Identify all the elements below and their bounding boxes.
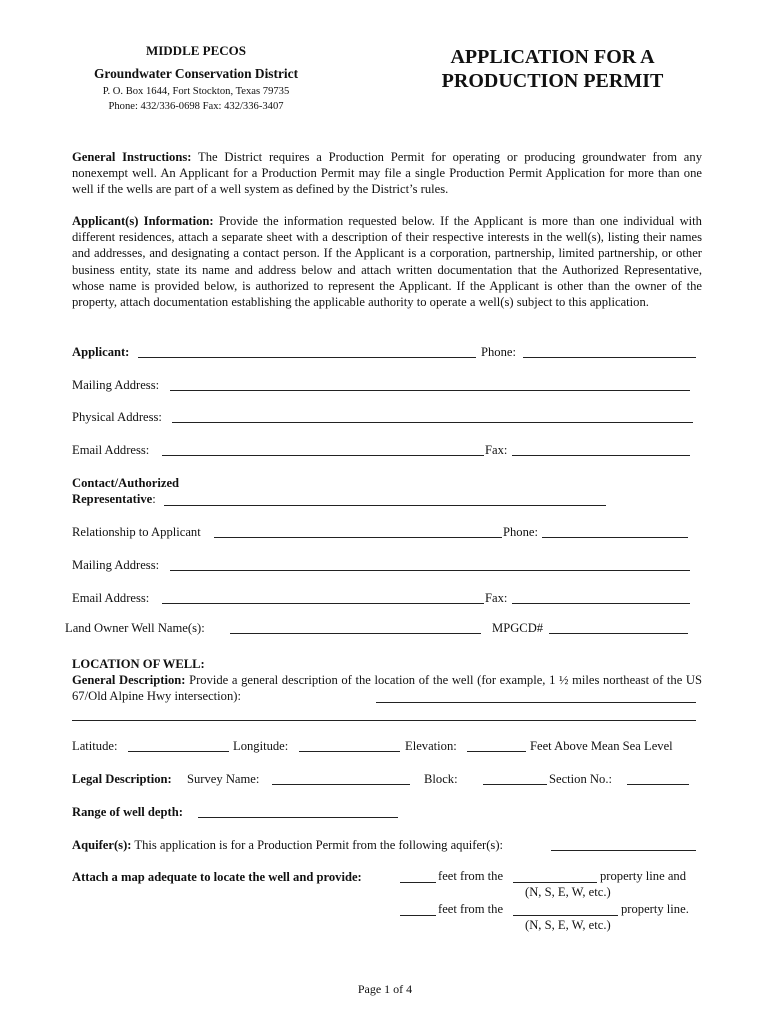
- legal-description-label: Legal Description:: [72, 772, 172, 786]
- elevation-field[interactable]: [467, 751, 526, 752]
- block-label: Block:: [424, 772, 458, 786]
- elevation-unit: Feet Above Mean Sea Level: [530, 739, 673, 753]
- applicant-field[interactable]: [138, 357, 476, 358]
- latitude-label: Latitude:: [72, 739, 118, 753]
- fax2-field[interactable]: [512, 603, 690, 604]
- aquifer-row: [72, 837, 503, 853]
- general-description-text: Provide a general description of the location of the well (for example, 1 ½ miles northeast of the US 67/Old Alpine Hwy intersection):: [72, 673, 703, 704]
- relationship-field[interactable]: [214, 537, 502, 538]
- longitude-label: Longitude:: [233, 739, 289, 753]
- phone-label: Phone:: [481, 345, 516, 359]
- fax2-label: Fax:: [485, 591, 508, 605]
- applicant-info-text: Provide the information requested below. If the Applicant is more than one individual with different residences, attach a separate sheet with a description of their respective interests in the well(s), listing their names and addresses, and designating a contact person. If the Applicant is a corporation, partnership, limited partnership, or other business entity, state its name and address below and attach written documentation that the Authorized Representative, whose name is provided below, is authorized to represent the Applicant. If the Applicant is other than the owner of the property, attach documentation establishing the applicable authority to operate a well(s) subject to this application.: [72, 214, 702, 310]
- feet-field-1[interactable]: [400, 882, 436, 883]
- org-phone-fax: Phone: 432/336-0698 Fax: 432/336-3407: [108, 101, 284, 112]
- contact-label-line2: [72, 491, 156, 507]
- survey-name-field[interactable]: [272, 784, 410, 785]
- direction-field-1[interactable]: [513, 882, 597, 883]
- land-owner-label: Land Owner Well Name(s):: [65, 621, 205, 635]
- location-heading: LOCATION OF WELL:: [72, 657, 205, 671]
- phone-field[interactable]: [523, 357, 696, 358]
- mailing-address-label: Mailing Address:: [72, 378, 160, 392]
- general-description-lead: General Description:: [72, 673, 186, 687]
- phone2-field[interactable]: [542, 537, 688, 538]
- mpgcd-label: MPGCD#: [492, 621, 544, 635]
- org-address: P. O. Box 1644, Fort Stockton, Texas 79735: [102, 86, 290, 97]
- mpgcd-field[interactable]: [549, 633, 688, 634]
- feet-field-2[interactable]: [400, 915, 436, 916]
- mailing-address2-label: Mailing Address:: [72, 558, 160, 572]
- nsew-hint-1: (N, S, E, W, etc.): [525, 885, 611, 899]
- nsew-hint-2: (N, S, E, W, etc.): [525, 918, 611, 932]
- section-no-field[interactable]: [627, 784, 689, 785]
- representative-field[interactable]: [164, 505, 606, 506]
- applicant-info-lead: Applicant(s) Information:: [72, 214, 214, 228]
- physical-address-label: Physical Address:: [72, 410, 162, 424]
- mailing-address2-field[interactable]: [170, 570, 690, 571]
- elevation-label: Elevation:: [405, 739, 457, 753]
- latitude-field[interactable]: [128, 751, 229, 752]
- email-address2-field[interactable]: [162, 603, 484, 604]
- general-description: [72, 672, 702, 704]
- direction-field-2[interactable]: [513, 915, 618, 916]
- section-no-label: Section No.:: [549, 772, 612, 786]
- form-title-line1: APPLICATION FOR A: [450, 46, 655, 68]
- property-line: property line.: [621, 902, 689, 916]
- mailing-address-field[interactable]: [170, 390, 690, 391]
- survey-name-label: Survey Name:: [187, 772, 260, 786]
- applicant-label: Applicant:: [72, 345, 130, 359]
- fax-field[interactable]: [512, 455, 690, 456]
- aquifer-field[interactable]: [551, 850, 696, 851]
- general-instructions: [72, 149, 702, 198]
- email-address2-label: Email Address:: [72, 591, 150, 605]
- land-owner-field[interactable]: [230, 633, 481, 634]
- aquifer-text: This application is for a Production Permit from the following aquifer(s):: [134, 838, 504, 852]
- org-name-line1: MIDDLE PECOS: [145, 43, 247, 58]
- feet-from-the-2: feet from the: [438, 902, 504, 916]
- representative-label: Representative: [72, 492, 153, 506]
- range-depth-label: Range of well depth:: [72, 805, 183, 819]
- fax-label: Fax:: [485, 443, 508, 457]
- range-depth-field[interactable]: [198, 817, 398, 818]
- email-address-label: Email Address:: [72, 443, 150, 457]
- page-number: Page 1 of 4: [357, 982, 413, 996]
- attach-map-label: Attach a map adequate to locate the well and provide:: [72, 870, 362, 884]
- general-description-field-1[interactable]: [376, 702, 696, 703]
- relationship-label: Relationship to Applicant: [72, 525, 201, 539]
- general-instructions-lead: General Instructions:: [72, 150, 192, 164]
- general-instructions-text: The District requires a Production Permit for operating or producing groundwater from any nonexempt well. An Applicant for a Production Permit may file a single Production Permit Application for more than one well if the wells are part of a well system as defined by the District’s rules.: [72, 150, 702, 197]
- email-address-field[interactable]: [162, 455, 484, 456]
- phone2-label: Phone:: [503, 525, 538, 539]
- applicant-info: [72, 213, 702, 310]
- general-description-field-2[interactable]: [72, 720, 696, 721]
- property-line-and: property line and: [600, 869, 687, 883]
- longitude-field[interactable]: [299, 751, 400, 752]
- org-name-line2: Groundwater Conservation District: [93, 66, 299, 81]
- representative-colon: :: [152, 492, 156, 506]
- aquifer-lead: Aquifer(s):: [72, 838, 132, 852]
- feet-from-the-1: feet from the: [438, 869, 504, 883]
- physical-address-field[interactable]: [172, 422, 693, 423]
- block-field[interactable]: [483, 784, 547, 785]
- contact-label-line1: Contact/Authorized: [72, 476, 180, 490]
- form-title-line2: PRODUCTION PERMIT: [441, 70, 664, 92]
